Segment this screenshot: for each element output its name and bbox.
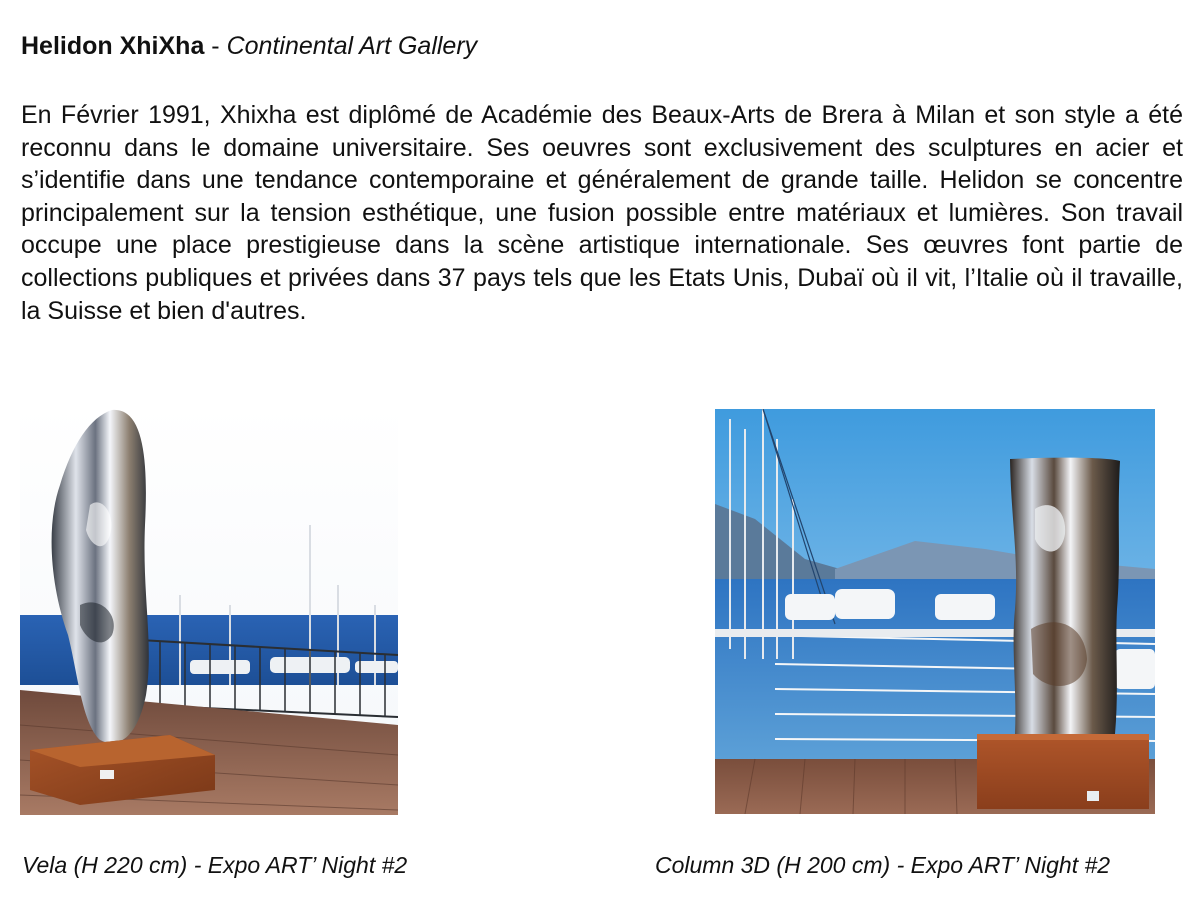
column-3d-sculpture-photo xyxy=(715,409,1155,814)
page-title xyxy=(21,30,477,62)
title-separator: - xyxy=(204,32,227,60)
gallery-name: Continental Art Gallery xyxy=(226,32,478,60)
artist-biography: En Février 1991, Xhixha est diplômé de Académie des Beaux-Arts de Brera à Milan et son style a été reconnu dans le domaine universitaire. Ses oeuvres sont exclusivement des sculptures en acier et s’identifie dans une tendance contemporaine et généralement de grande taille. Helidon se concentre principalement sur la tension esthétique, une fusion possible entre matériaux et lumières. Son travail occupe une place prestigieuse dans la scène artistique internationale. Ses œuvres font partie de collections publiques et privées dans 37 pays tels que les Etats Unis, Dubaï où il vit, l’Italie où il travaille, la Suisse et bien d'autres. xyxy=(21,101,1183,325)
vela-sculpture-photo xyxy=(20,405,398,815)
column-3d-caption: Column 3D (H 200 cm) - Expo ART’ Night #2 xyxy=(655,852,1111,878)
vela-caption: Vela (H 220 cm) - Expo ART’ Night #2 xyxy=(22,852,408,878)
artist-name: Helidon XhiXha xyxy=(21,32,205,60)
